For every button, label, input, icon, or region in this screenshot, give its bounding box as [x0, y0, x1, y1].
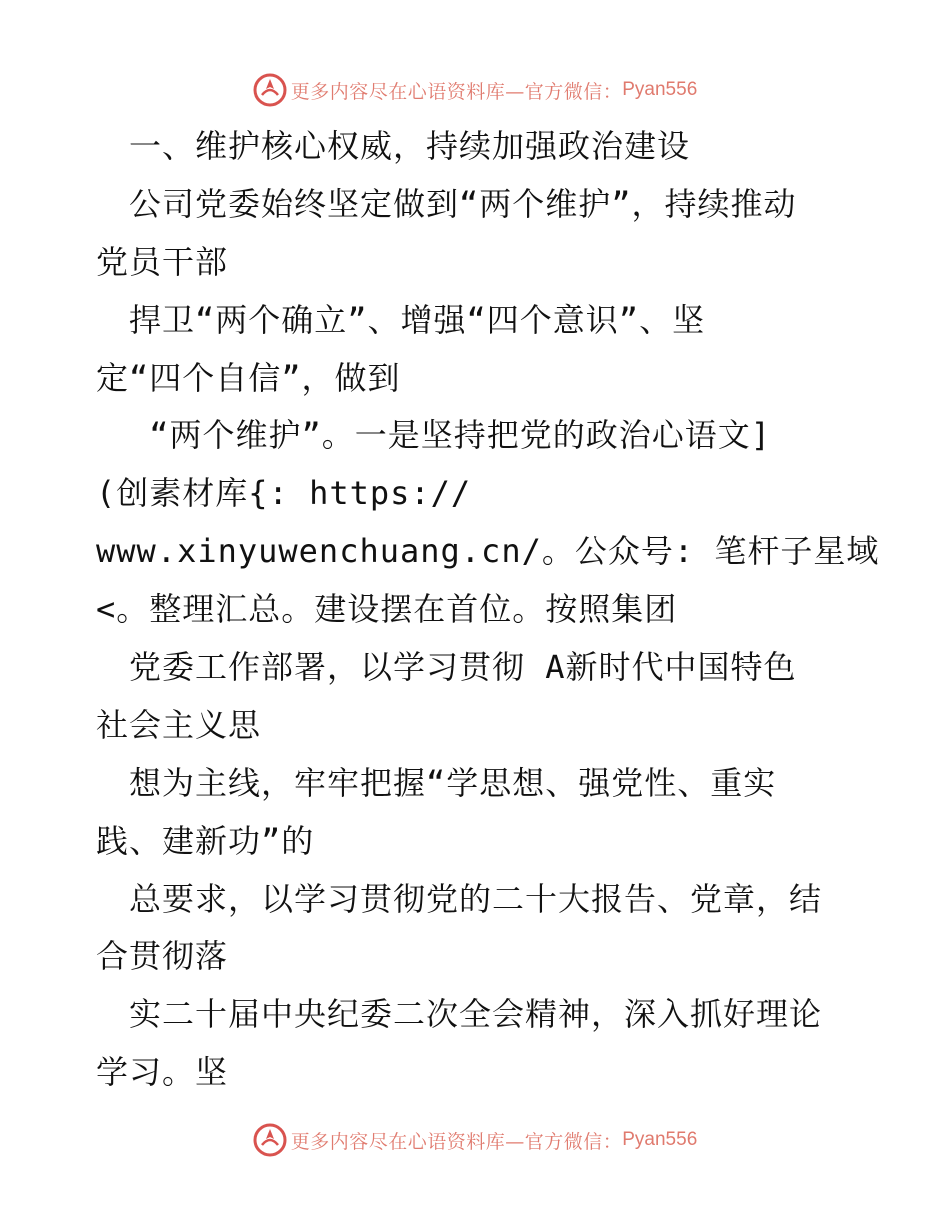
body-line: 党委工作部署，以学习贯彻 A新时代中国特色 [96, 648, 797, 687]
header-banner-text: 更多内容尽在心语资料库—官方微信： [290, 80, 623, 103]
body-line: (创素材库{: https:// [96, 474, 472, 513]
footer-banner [0, 1120, 950, 1160]
body-line: 想为主线，牢牢把握“学思想、强党性、重实 [96, 763, 777, 802]
document-body [96, 118, 880, 1102]
footer-banner-text: 更多内容尽在心语资料库—官方微信： [290, 1130, 623, 1153]
body-line: www.xinyuwenchuang.cn/。公众号: 笔杆子星域 [96, 532, 880, 571]
body-line: 总要求，以学习贯彻党的二十大报告、党章，结 [96, 879, 823, 918]
body-line: <。整理汇总。建设摆在首位。按照集团 [96, 590, 678, 629]
body-line: 合贯彻落 [96, 937, 229, 976]
body-line: “两个维护”。一是坚持把党的政治心语文] [96, 416, 772, 455]
body-line: 实二十届中央纪委二次全会精神，深入抓好理论 [96, 995, 823, 1034]
body-line: 学习。坚 [96, 1053, 229, 1092]
body-line: 践、建新功”的 [96, 821, 315, 860]
book-quill-logo-icon [253, 73, 287, 107]
header-banner [0, 70, 950, 110]
book-quill-logo-icon [253, 1123, 287, 1157]
body-line: 公司党委始终坚定做到“两个维护”，持续推动 [96, 184, 797, 223]
body-line: 一、维护核心权威，持续加强政治建设 [96, 127, 691, 165]
body-line: 社会主义思 [96, 705, 262, 744]
body-line: 党员干部 [96, 242, 229, 281]
header-banner-wechat: Pyan556 [622, 79, 698, 100]
body-line: 定“四个自信”，做到 [96, 358, 401, 397]
footer-banner-wechat: Pyan556 [622, 1129, 698, 1150]
body-line: 捍卫“两个确立”、增强“四个意识”、坚 [96, 300, 706, 339]
